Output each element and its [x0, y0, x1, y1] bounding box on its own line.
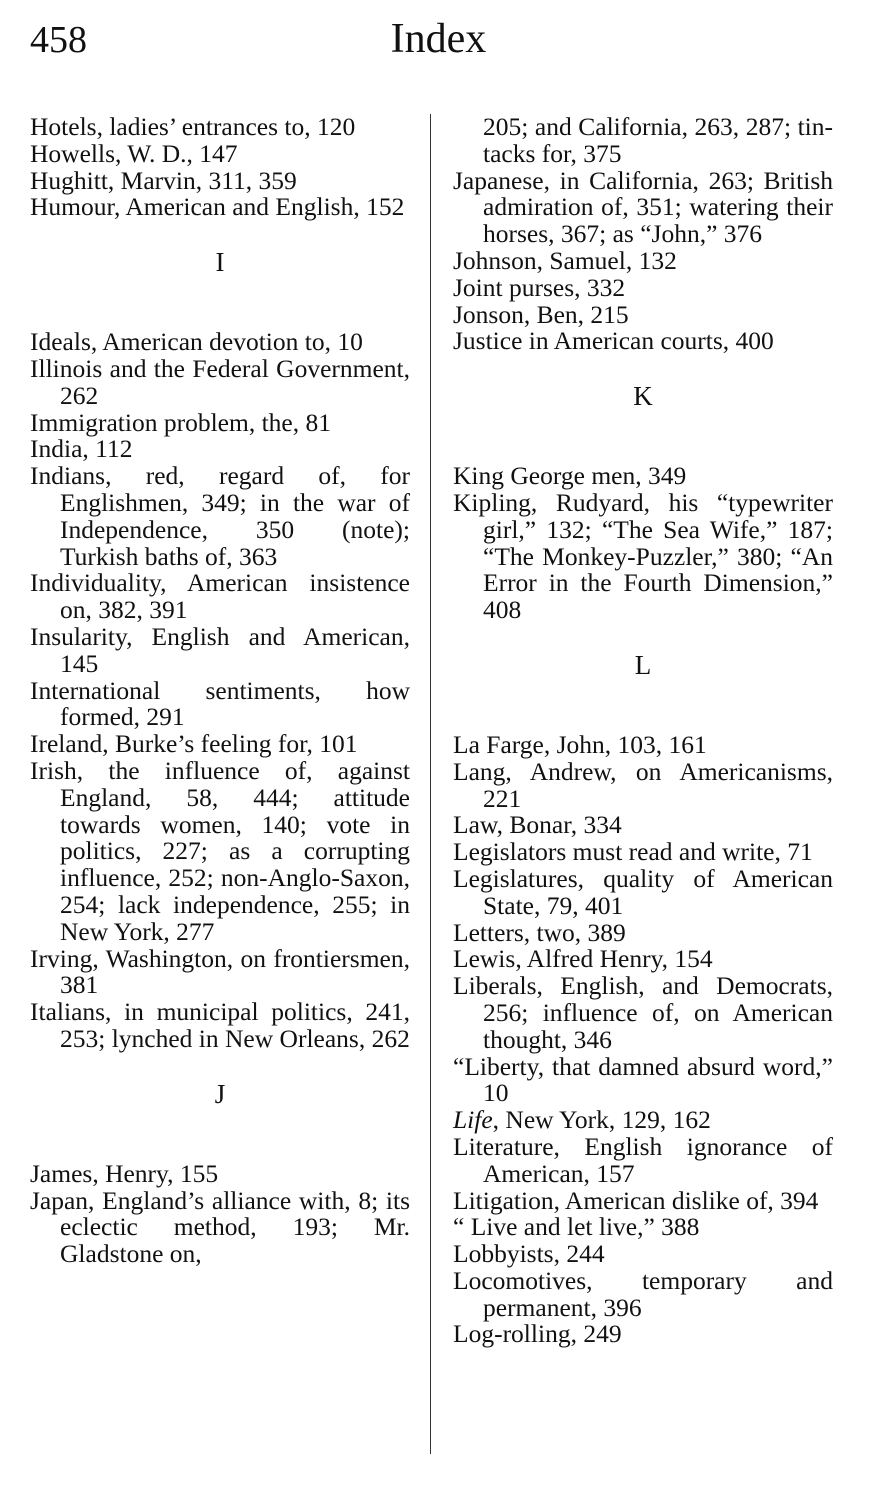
index-entry: King George men, 349 [453, 461, 687, 491]
index-entry: Justice in American courts, 400 [453, 326, 774, 356]
index-entry: Kipling, Rudyard, his “typewriter girl,” 132; “The Sea Wife,” 187; “The Monkey-Puzzler,” 380; “An Error in the Fourth Dimension,” 408 [453, 487, 833, 625]
index-column-right [453, 114, 833, 1348]
column-divider [430, 114, 431, 1454]
index-entry: Legislators must read and write, 71 [453, 837, 813, 867]
index-entry: “ Live and let live,” 388 [453, 1212, 700, 1242]
index-entry: James, Henry, 155 [30, 1158, 219, 1188]
index-entry: Legislatures, quality of American State, 79, 401 [453, 863, 833, 920]
index-entry: Johnson, Samuel, 132 [453, 245, 677, 275]
index-entry: Litigation, American dislike of, 394 [453, 1185, 819, 1215]
index-entry: Humour, American and English, 152 [30, 192, 405, 222]
section-heading-j: J [214, 1078, 226, 1109]
index-entry: La Farge, John, 103, 161 [453, 729, 707, 759]
index-entry: Law, Bonar, 334 [453, 810, 622, 840]
index-entry-life [453, 1107, 833, 1134]
index-entry: Lang, Andrew, on Americanisms, 221 [453, 756, 833, 813]
index-entry: Howells, W. D., 147 [30, 138, 238, 168]
index-entry-locator: , New York, 129, 162 [492, 1105, 711, 1135]
index-entry: Ireland, Burke’s feeling for, 101 [30, 729, 358, 759]
index-entry: Irving, Washington, on frontiersmen, 381 [30, 943, 410, 1000]
section-heading-l: L [634, 649, 652, 680]
index-entry: Log-rolling, 249 [453, 1319, 622, 1349]
index-entry-continuation: 205; and California, 263, 287; tin-tacks for, 375 [483, 112, 833, 168]
section-heading-i: I [215, 247, 225, 278]
index-entry: Individuality, American insistence on, 382, 391 [30, 568, 410, 625]
index-entry: Japanese, in California, 263; British admiration of, 351; watering their horses, 367; as “John,” 376 [453, 165, 833, 249]
index-entry: India, 112 [30, 434, 133, 464]
section-heading-k: K [633, 381, 653, 412]
index-entry: Insularity, English and American, 145 [30, 621, 410, 678]
index-entry: International sentiments, how formed, 291 [30, 675, 410, 732]
index-entry: Locomotives, temporary and permanent, 396 [453, 1265, 833, 1322]
index-entry: Hughitt, Marvin, 311, 359 [30, 165, 297, 195]
index-entry: Liberals, English, and Democrats, 256; influence of, on American thought, 346 [453, 971, 833, 1054]
index-entry: Joint purses, 332 [453, 272, 626, 302]
index-entry: Lewis, Alfred Henry, 154 [453, 944, 713, 974]
index-entry: Jonson, Ben, 215 [453, 299, 629, 329]
index-entry: Immigration problem, the, 81 [30, 407, 331, 437]
index-entry: Lobbyists, 244 [453, 1239, 605, 1269]
periodical-title: Life [453, 1105, 493, 1135]
page-title: Index [390, 16, 487, 62]
index-entry: Illinois and the Federal Government, 262 [30, 353, 410, 410]
index-entry: “Liberty, that damned absurd word,” 10 [453, 1051, 833, 1108]
index-entry: Ideals, American devotion to, 10 [30, 327, 363, 357]
index-entry: Indians, red, regard of, for Englishmen, 349; in the war of Independence, 350 (note); Turkish baths of, 363 [30, 461, 410, 571]
index-entry: Italians, in municipal politics, 241, 253; lynched in New Orleans, 262 [30, 997, 410, 1053]
index-entry: Hotels, ladies’ entrances to, 120 [30, 112, 356, 141]
index-entry: Letters, two, 389 [453, 917, 626, 947]
index-entry: Japan, England’s alliance with, 8; its eclectic method, 193; Mr. Gladstone on, [30, 1185, 410, 1269]
index-column-left [30, 114, 410, 1268]
index-entry: Irish, the influence of, against England, 58, 444; attitude towards women, 140; vote in politics, 227; as a corrupting influence, 252; non-Anglo-Saxon, 254; lack independence, 255; in New York, 277 [30, 755, 410, 946]
page-number: 458 [30, 19, 87, 61]
index-entry: Literature, English ignorance of American, 157 [453, 1131, 833, 1188]
